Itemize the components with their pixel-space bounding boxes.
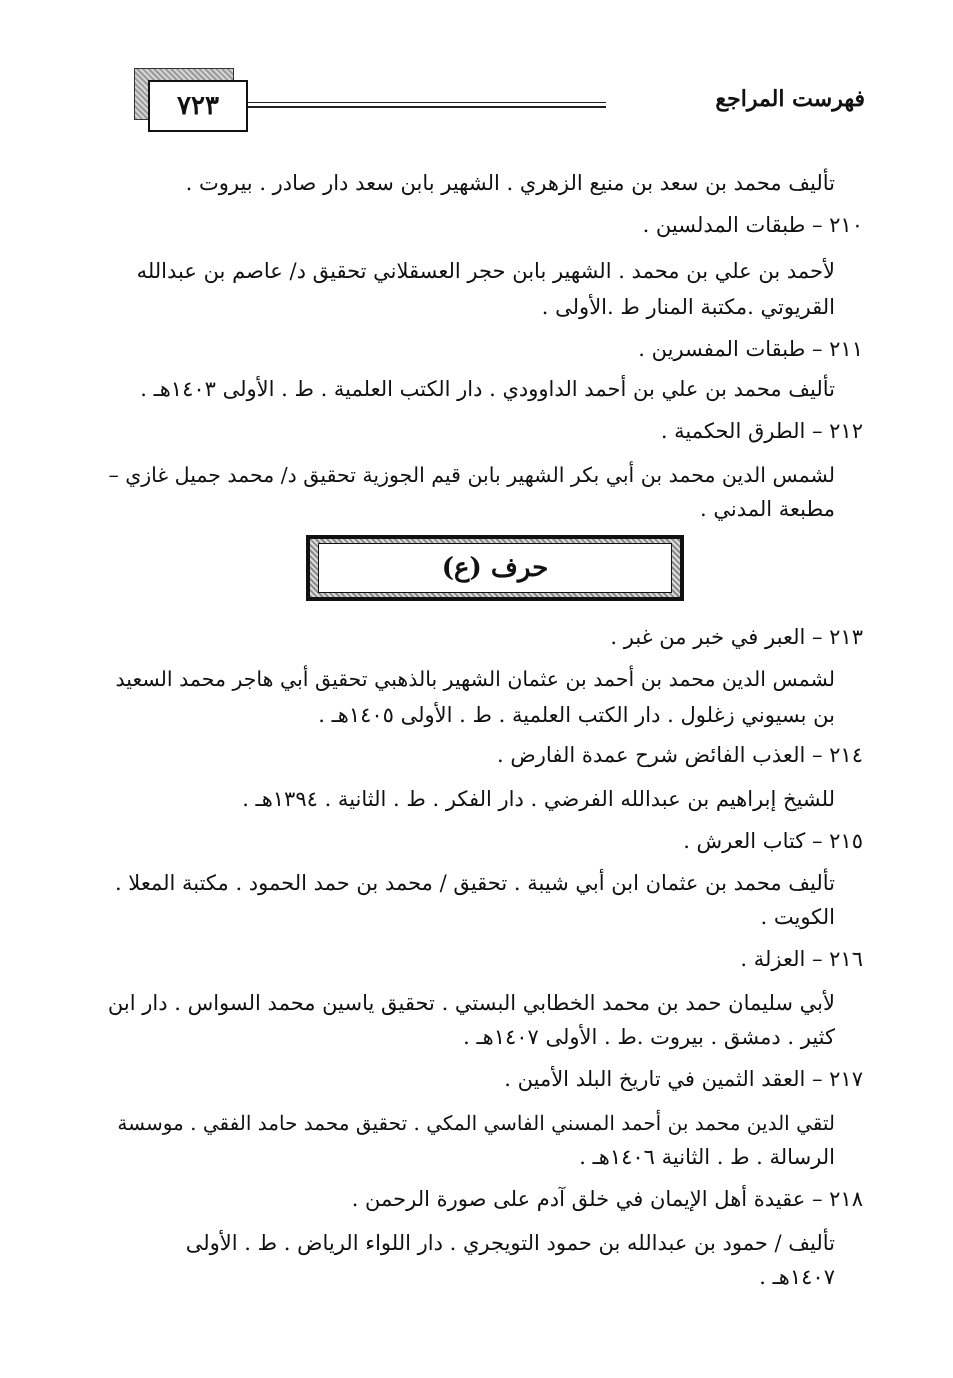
header-rule [246, 102, 606, 103]
entry-body-line: للشيخ إبراهيم بن عبدالله الفرضي . دار الفكر . ط . الثانية . ١٣٩٤هـ . [242, 787, 835, 811]
entry-body-line: تأليف محمد بن سعد بن منيع الزهري . الشهير بابن سعد دار صادر . بيروت . [185, 171, 835, 195]
entry-title: ٢١١ – طبقات المفسرين . [638, 337, 863, 361]
entry-body-line: تأليف / حمود بن عبدالله بن حمود التويجري . دار اللواء الرياض . ط . الأولى [185, 1231, 835, 1255]
entry-title: ٢١٧ – العقد الثمين في تاريخ البلد الأمين . [504, 1067, 863, 1091]
entry-title: ٢١٨ – عقيدة أهل الإيمان في خلق آدم على صورة الرحمن . [351, 1187, 863, 1211]
entry-body-line: لأحمد بن علي بن محمد . الشهير بابن حجر العسقلاني تحقيق د/ عاصم بن عبدالله [136, 259, 835, 283]
entry-body-line: كثير . دمشق . بيروت .ط . الأولى ١٤٠٧هـ . [463, 1025, 835, 1049]
entry-body-line: لشمس الدين محمد بن أبي بكر الشهير بابن قيم الجوزية تحقيق د/ محمد جميل غازي – [108, 463, 835, 487]
entry-title: ٢١٦ – العزلة . [740, 947, 863, 971]
entry-body-line: لتقي الدين محمد بن أحمد المسني الفاسي المكي . تحقيق محمد حامد الفقي . موسسة [117, 1111, 835, 1135]
entry-body-line: القريوتي .مكتبة المنار ط .الأولى . [541, 295, 835, 319]
entry-body-line: تأليف محمد بن علي بن أحمد الداوودي . دار الكتب العلمية . ط . الأولى ١٤٠٣هـ . [140, 377, 835, 401]
entry-body-line: بن بسيوني زغلول . دار الكتب العلمية . ط . الأولى ١٤٠٥هـ . [318, 703, 835, 727]
entry-title: ٢١٠ – طبقات المدلسين . [642, 213, 863, 237]
entry-body-line: لأبي سليمان حمد بن محمد الخطابي البستي . تحقيق ياسين محمد السواس . دار ابن [107, 991, 835, 1015]
entry-title: ٢١٢ – الطرق الحكمية . [660, 419, 863, 443]
entry-title: ٢١٤ – العذب الفائض شرح عمدة الفارض . [497, 743, 863, 767]
page-header-title: فهرست المراجع [715, 86, 865, 112]
entry-body-line: تأليف محمد بن عثمان ابن أبي شيبة . تحقيق / محمد بن حمد الحمود . مكتبة المعلا . [114, 871, 835, 895]
entry-body-line: الكويت . [760, 905, 835, 929]
entry-body-line: الرسالة . ط . الثانية ١٤٠٦هـ . [579, 1145, 835, 1169]
section-banner [306, 535, 684, 601]
page-number: ٧٢٣ [148, 80, 248, 132]
entry-title: ٢١٥ – كتاب العرش . [683, 829, 863, 853]
entry-body-line: لشمس الدين محمد بن أحمد بن عثمان الشهير بالذهبي تحقيق أبي هاجر محمد السعيد [115, 667, 835, 691]
header-rule [246, 106, 606, 108]
entry-body-line: مطبعة المدني . [700, 497, 835, 521]
section-heading: حرف (ع) [318, 543, 672, 593]
entry-body-line: ١٤٠٧هـ . [759, 1265, 835, 1289]
entry-title: ٢١٣ – العبر في خبر من غبر . [610, 625, 863, 649]
